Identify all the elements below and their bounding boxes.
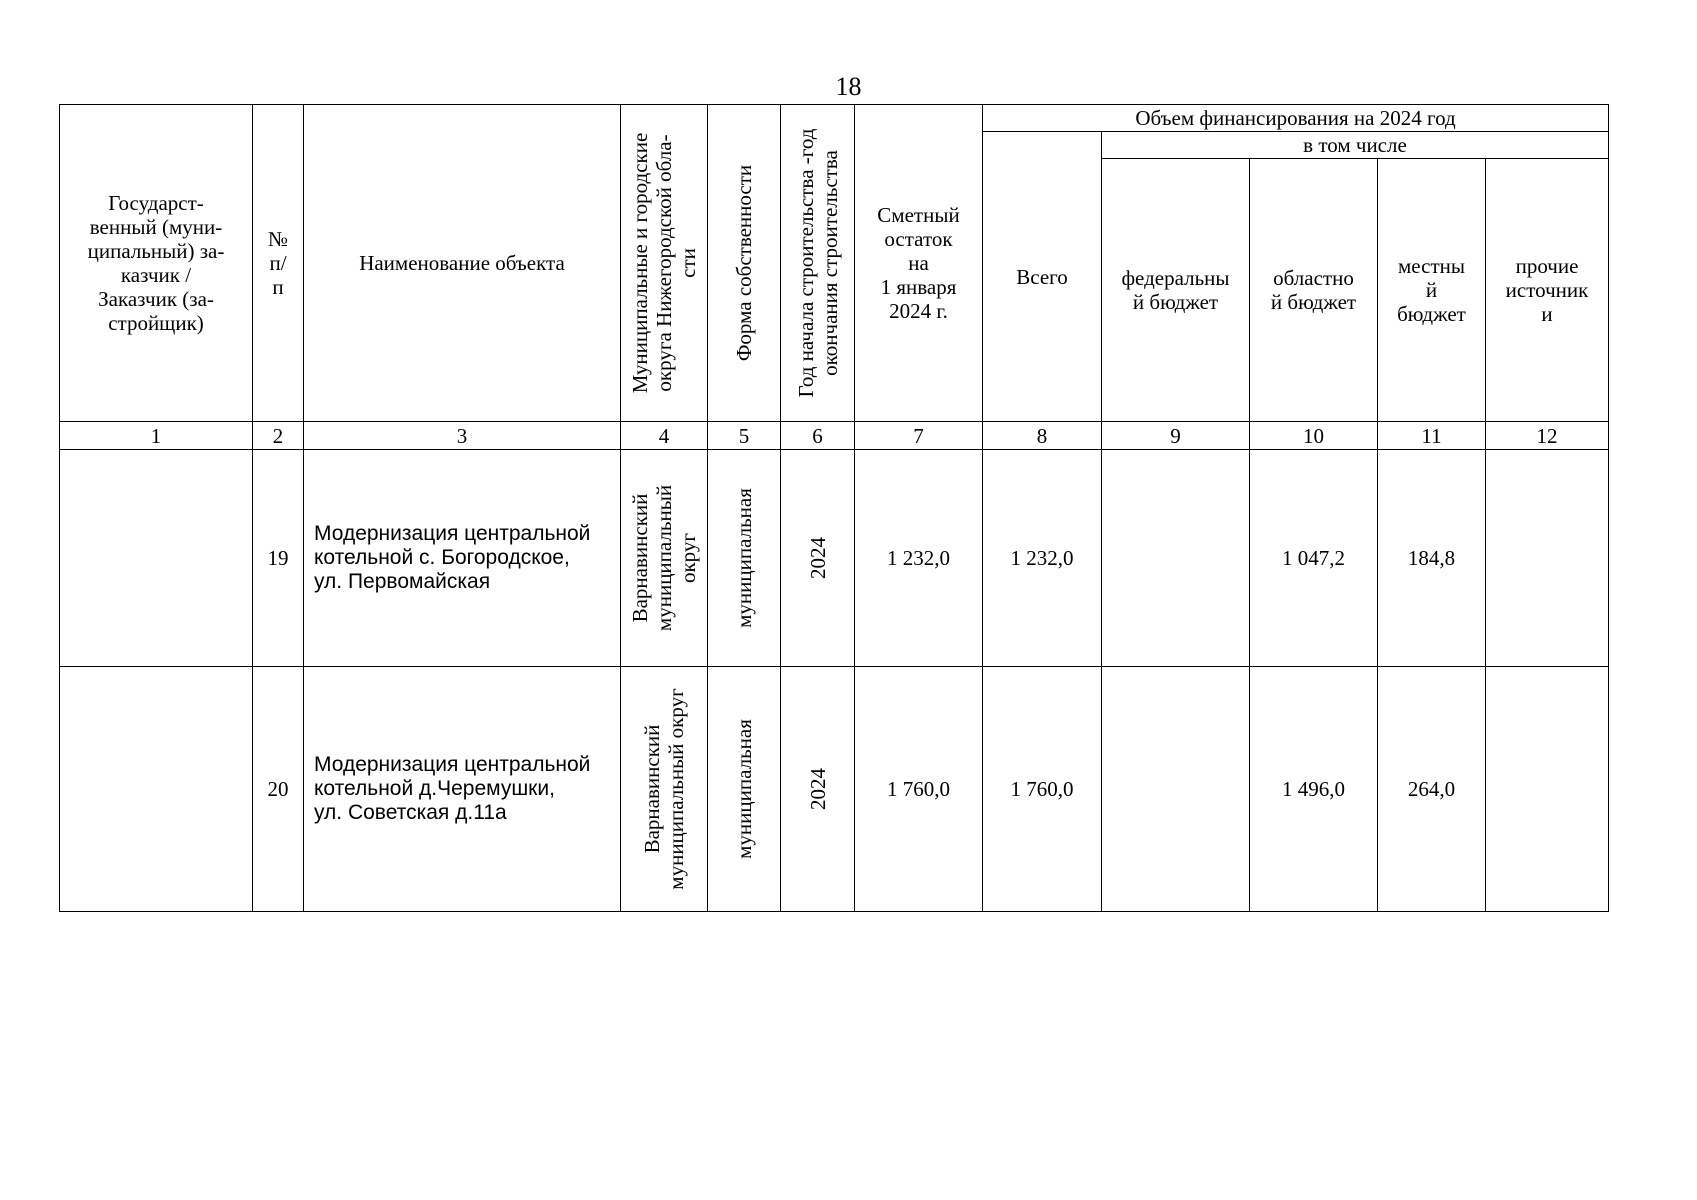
header-number: № п/ п [253,105,304,422]
cell-local: 264,0 [1378,667,1486,912]
cell-regional: 1 047,2 [1250,450,1378,667]
header-ownership: Форма собственности [708,105,781,422]
cell-number: 19 [253,450,304,667]
header-including: в том числе [1102,132,1609,159]
cell-local: 184,8 [1378,450,1486,667]
cell-customer [60,667,253,912]
header-local-budget: местны й бюджет [1378,159,1486,422]
header-object-name: Наименование объекта [304,105,621,422]
header-district: Муниципальные и городские округа Нижегородской обла- сти [621,105,708,422]
cell-district: Варнавинский муниципальный округ [621,450,708,667]
cell-total: 1 232,0 [983,450,1102,667]
cell-other [1486,450,1609,667]
header-estimated-balance: Сметный остаток на 1 января 2024 г. [855,105,983,422]
table-row [60,667,1609,912]
cell-number: 20 [253,667,304,912]
investment-table [59,104,1609,912]
cell-year: 2024 [781,450,855,667]
cell-object-name: Модернизация центральной котельной с. Богородское, ул. Первомайская [304,450,621,667]
header-other-sources: прочие источник и [1486,159,1609,422]
column-number: 5 [708,422,781,450]
table-row [60,450,1609,667]
cell-federal [1102,450,1250,667]
header-customer: Государст- венный (муни- ципальный) за- казчик / Заказчик (за- стройщик) [60,105,253,422]
cell-year: 2024 [781,667,855,912]
column-number: 9 [1102,422,1250,450]
cell-federal [1102,667,1250,912]
column-number: 11 [1378,422,1486,450]
cell-district: Варнавинский муниципальный округ [621,667,708,912]
page-number: 18 [835,72,862,101]
column-number: 8 [983,422,1102,450]
cell-regional: 1 496,0 [1250,667,1378,912]
cell-ownership: муниципальная [708,450,781,667]
header-total: Всего [983,132,1102,422]
header-regional-budget: областно й бюджет [1250,159,1378,422]
column-number: 10 [1250,422,1378,450]
cell-total: 1 760,0 [983,667,1102,912]
cell-object-name: Модернизация центральной котельной д.Черемушки, ул. Советская д.11а [304,667,621,912]
cell-other [1486,667,1609,912]
column-number: 7 [855,422,983,450]
column-number: 4 [621,422,708,450]
cell-estimated-balance: 1 232,0 [855,450,983,667]
cell-ownership: муниципальная [708,667,781,912]
header-funding-group: Объем финансирования на 2024 год [983,105,1609,132]
cell-customer [60,450,253,667]
header-construction-years: Год начала строительства -год окончания строительства [781,105,855,422]
column-number-row [60,422,1609,450]
column-number: 1 [60,422,253,450]
cell-estimated-balance: 1 760,0 [855,667,983,912]
column-number: 3 [304,422,621,450]
column-number: 2 [253,422,304,450]
header-federal-budget: федеральны й бюджет [1102,159,1250,422]
column-number: 12 [1486,422,1609,450]
column-number: 6 [781,422,855,450]
